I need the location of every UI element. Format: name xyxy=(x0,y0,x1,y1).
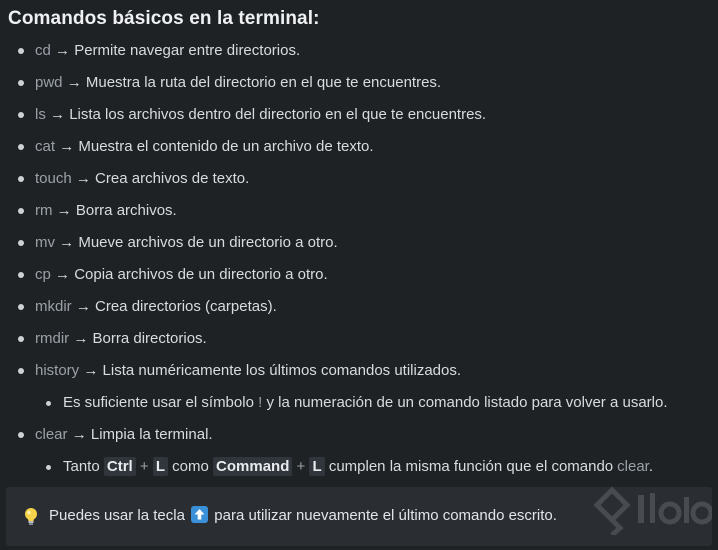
bullet xyxy=(46,465,51,470)
bullet xyxy=(18,208,24,214)
bullet xyxy=(18,176,24,182)
keyboard-key-l: L xyxy=(309,457,324,476)
command-description: Lista numéricamente los últimos comandos utilizados. xyxy=(102,362,462,379)
section-heading: Comandos básicos en la terminal: xyxy=(8,8,320,29)
arrow-symbol: → xyxy=(71,426,87,443)
command-description: Copia archivos de un directorio a otro. xyxy=(74,266,328,283)
keyboard-key-l: L xyxy=(153,457,168,476)
tip-text-before: Puedes usar la tecla xyxy=(49,507,185,524)
arrow-symbol: → xyxy=(73,330,89,347)
command-code: pwd xyxy=(35,74,63,91)
bullet xyxy=(18,144,24,150)
keyboard-key-ctrl: Ctrl xyxy=(104,457,136,476)
bullet xyxy=(46,401,51,406)
arrow-symbol: → xyxy=(55,266,71,283)
arrow-symbol: → xyxy=(59,234,75,251)
tip-text-after: para utilizar nuevamente el último comando escrito. xyxy=(214,507,557,524)
command-code: touch xyxy=(35,170,72,187)
note-text: Es suficiente usar el símbolo xyxy=(63,394,254,411)
exclamation-symbol-code: ! xyxy=(258,394,263,411)
up-arrow-key-icon xyxy=(191,506,208,523)
plus-symbol: + xyxy=(139,458,149,475)
watermark-logo-icon xyxy=(592,485,712,540)
command-description: Muestra la ruta del directorio en el que te encuentres. xyxy=(85,74,442,91)
note-text: como xyxy=(172,458,209,475)
bullet xyxy=(18,432,24,438)
command-description: Borra archivos. xyxy=(75,202,177,219)
bullet xyxy=(18,336,24,342)
command-code: mv xyxy=(35,234,55,251)
command-code: rm xyxy=(35,202,53,219)
arrow-symbol: → xyxy=(66,74,82,91)
command-description: Crea directorios (carpetas). xyxy=(95,298,277,315)
command-code: cat xyxy=(35,138,56,155)
arrow-symbol: → xyxy=(75,298,91,315)
bullet xyxy=(18,368,24,374)
command-code: rmdir xyxy=(35,330,70,347)
bullet xyxy=(18,112,24,118)
command-code: clear xyxy=(617,458,649,475)
command-description: Crea archivos de texto. xyxy=(95,170,250,187)
keyboard-key-command: Command xyxy=(213,457,292,476)
command-description: Mueve archivos de un directorio a otro. xyxy=(78,234,338,251)
note-text: cumplen la misma función que el comando xyxy=(328,458,614,475)
bullet xyxy=(18,304,24,310)
bullet xyxy=(18,272,24,278)
command-code: cd xyxy=(35,42,51,59)
arrow-symbol: → xyxy=(50,106,66,123)
bullet xyxy=(18,80,24,86)
bullet xyxy=(18,240,24,246)
plus-symbol: + xyxy=(296,458,306,475)
command-code: mkdir xyxy=(35,298,72,315)
bullet xyxy=(18,48,24,54)
arrow-symbol: → xyxy=(83,362,99,379)
command-description: Muestra el contenido de un archivo de texto. xyxy=(78,138,374,155)
command-code: history xyxy=(35,362,80,379)
command-code: ls xyxy=(35,106,46,123)
lightbulb-icon xyxy=(22,507,40,527)
command-description: Permite navegar entre directorios. xyxy=(74,42,301,59)
tip-text xyxy=(49,505,557,527)
command-description: Limpia la terminal. xyxy=(90,426,213,443)
command-code: clear xyxy=(35,426,68,443)
command-description: Lista los archivos dentro del directorio en el que te encuentres. xyxy=(69,106,487,123)
arrow-symbol: → xyxy=(75,170,91,187)
note-text: . xyxy=(648,458,654,475)
command-code: cp xyxy=(35,266,51,283)
command-description: Borra directorios. xyxy=(92,330,207,347)
arrow-symbol: → xyxy=(56,202,72,219)
note-text: Tanto xyxy=(63,458,100,475)
arrow-symbol: → xyxy=(55,42,71,59)
note-text: y la numeración de un comando listado para volver a usarlo. xyxy=(266,394,668,411)
arrow-symbol: → xyxy=(59,138,75,155)
